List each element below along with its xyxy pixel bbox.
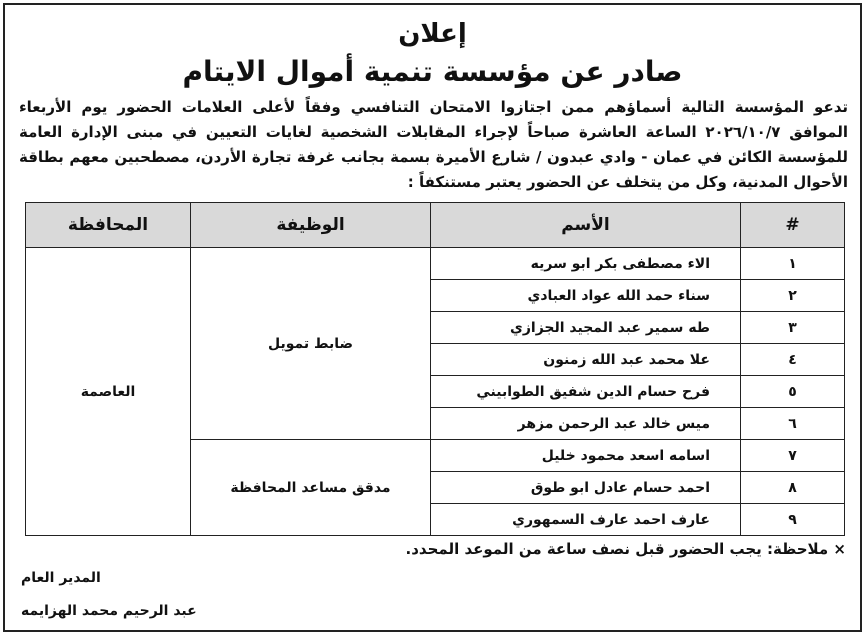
signatory-title: المدير العام [21,570,101,586]
row-name: علا محمد عبد الله زمنون [431,344,741,376]
job-cell: ضابط تمويل [191,248,431,440]
header-governorate: المحافظة [26,203,191,248]
note-text: × ملاحظة: يجب الحضور قبل نصف ساعة من الموعد المحدد. [405,540,846,558]
job-cell: مدقق مساعد المحافظة [191,440,431,536]
row-number: ٣ [741,312,845,344]
row-name: فرح حسام الدين شفيق الطوابيني [431,376,741,408]
row-number: ٤ [741,344,845,376]
header-job: الوظيفة [191,203,431,248]
announcement-subtitle: صادر عن مؤسسة تنمية أموال الايتام [182,55,683,88]
row-number: ١ [741,248,845,280]
intro-paragraph: تدعو المؤسسة التالية أسماؤهم ممن اجتازوا الامتحان التنافسي وفقاً لأعلى العلامات الحضور يوم الأربعاء الموافق ٢٠٢٦/١٠/٧ الساعة العاشرة صباحاً لإجراء المقابلات الشخصية لغايات التعيين في مبنى الإدارة العامة للمؤسسة الكائن في عمان - وادي عبدون / شارع الأميرة بسمة بجانب غرفة تجارة الأردن، مصطحبين معهم بطاقة الأحوال المدنية، وكل من يتخلف عن الحضور يعتبر مستنكفاً : [19,98,848,191]
header-name: الأسم [431,203,741,248]
row-name: طه سمير عبد المجيد الجزازي [431,312,741,344]
row-number: ٢ [741,280,845,312]
row-number: ٨ [741,472,845,504]
header-number: # [741,203,845,248]
row-name: سناء حمد الله عواد العبادي [431,280,741,312]
table-header-row [26,203,845,248]
table-row [26,248,845,280]
row-number: ٩ [741,504,845,536]
row-name: ميس خالد عبد الرحمن مزهر [431,408,741,440]
candidates-table [25,202,845,536]
row-name: احمد حسام عادل ابو طوق [431,472,741,504]
row-name: اسامه اسعد محمود خليل [431,440,741,472]
announcement-title: إعلان [398,19,467,49]
row-name: الاء مصطفى بكر ابو سريه [431,248,741,280]
row-number: ٥ [741,376,845,408]
governorate-cell: العاصمة [26,248,191,536]
row-number: ٦ [741,408,845,440]
row-name: عارف احمد عارف السمهوري [431,504,741,536]
announcement-frame [3,3,862,632]
row-number: ٧ [741,440,845,472]
signatory-name: عبد الرحيم محمد الهزايمه [21,603,197,619]
